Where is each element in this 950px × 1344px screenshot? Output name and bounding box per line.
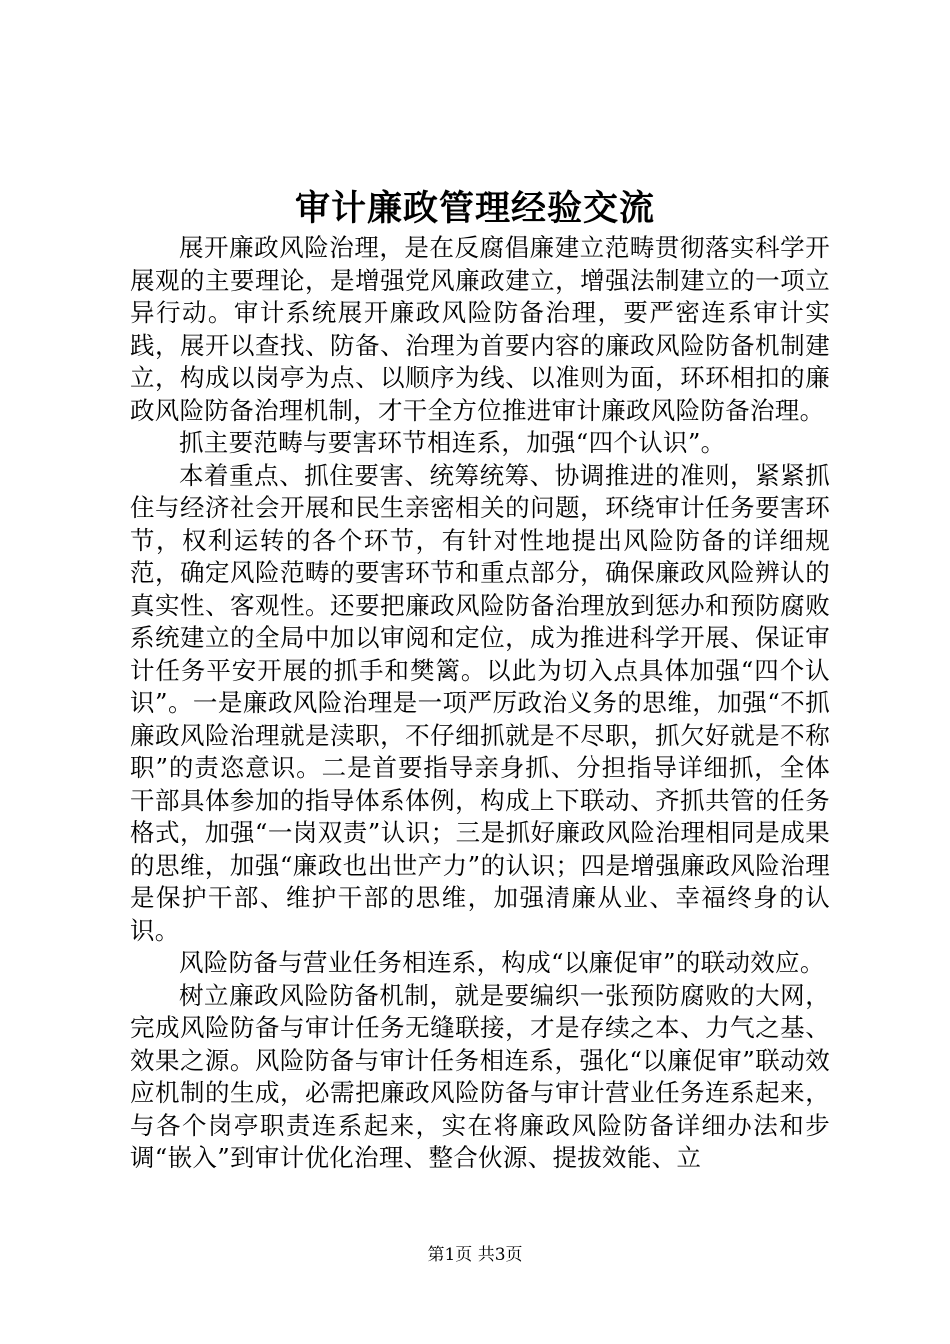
paragraph: 展开廉政风险治理，是在反腐倡廉建立范畴贯彻落实科学开展观的主要理论，是增强党风廉政建立，增强法制建立的一项立异行动。审计系统展开廉政风险防备治理，要严密连系审计实践，展开以查找、防备、治理为首要内容的廉政风险防备机制建立，构成以岗亭为点、以顺序为线、以准则为面，环环相扣的廉政风险防备治理机制，才干全方位推进审计廉政风险防备治理。 (130, 233, 830, 425)
paragraph: 风险防备与营业任务相连系，构成“以廉促审”的联动效应。 (179, 948, 825, 977)
paragraph: 抓主要范畴与要害环节相连系，加强“四个认识”。 (179, 428, 726, 457)
document-title: 审计廉政管理经验交流 (294, 188, 655, 229)
page-footer: 第1页 共3页 (427, 1245, 523, 1265)
paragraph: 树立廉政风险防备机制，就是要编织一张预防腐败的大网，完成风险防备与审计任务无缝联接，才是存续之本、力气之基、效果之源。风险防备与审计任务相连系，强化“以廉促审”联动效应机制的生成，必需把廉政风险防备与审计营业任务连系起来，与各个岗亭职责连系起来，实在将廉政风险防备详细办法和步调“嵌入”到审计优化治理、整合伙源、提拔效能、立 (130, 980, 830, 1172)
paragraph: 本着重点、抓住要害、统筹统筹、协调推进的准则，紧紧抓住与经济社会开展和民生亲密相关的问题，环绕审计任务要害环节，权利运转的各个环节，有针对性地提出风险防备的详细规范，确定风险范畴的要害环节和重点部分，确保廉政风险辨认的真实性、客观性。还要把廉政风险防备治理放到惩办和预防腐败系统建立的全局中加以审阅和定位，成为推进科学开展、保证审计任务平安开展的抓手和樊篱。以此为切入点具体加强“四个认识”。一是廉政风险治理是一项严厉政治义务的思维，加强“不抓廉政风险治理就是渎职，不仔细抓就是不尽职，抓欠好就是不称职”的责恣意识。二是首要指导亲身抓、分担指导详细抓，全体干部具体参加的指导体系体例，构成上下联动、齐抓共管的任务格式，加强“一岗双责”认识；三是抓好廉政风险治理相同是成果的思维，加强“廉政也出世产力”的认识；四是增强廉政风险治理是保护干部、维护干部的思维，加强清廉从业、幸福终身的认识。 (130, 460, 831, 945)
document-body (130, 232, 830, 1175)
